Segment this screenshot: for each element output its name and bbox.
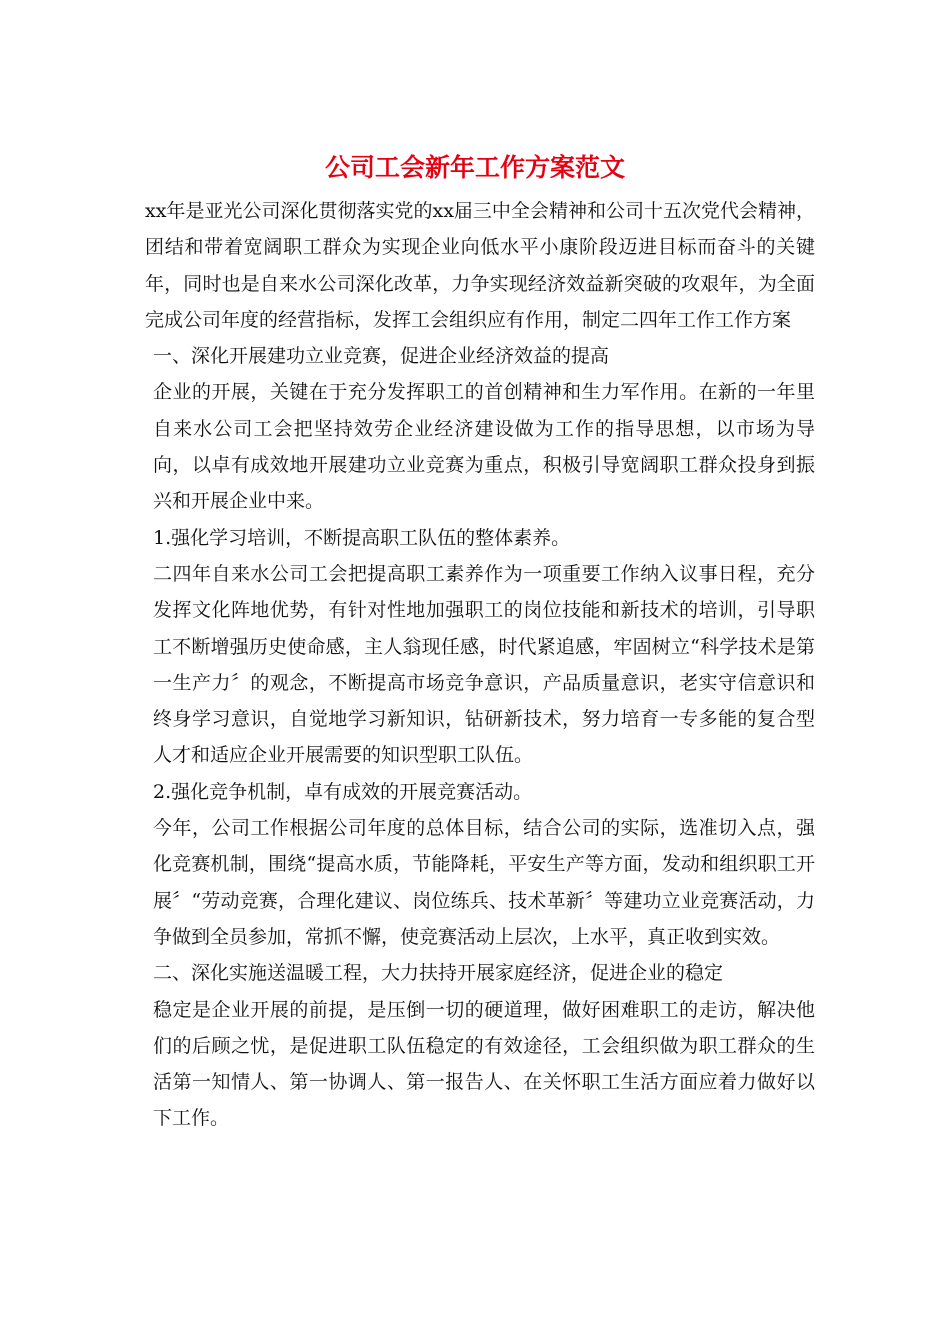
paragraph-1-1: 二四年自来水公司工会把提高职工素养作为一项重要工作纳入议事日程，充分发挥文化阵地优势，有针对性地加强职工的岗位技能和新技术的培训，引导职工不断增强历史使命感，主人翁现任感，时代紧追感，牢固树立“科学技术是第一生产力〞的观念，不断提高市场竞争意识，产品质量意识，老实守信意识和终身学习意识，自觉地学习新知识，钻研新技术，努力培育一专多能的复合型人才和适应企业开展需要的知识型职工队伍。 [153,562,815,767]
paragraph-section-1: 企业的开展，关键在于充分发挥职工的首创精神和生力军作用。在新的一年里自来水公司工会把坚持效劳企业经济建设做为工作的指导思想，以市场为导向，以卓有成效地开展建功立业竞赛为重点，积极引导宽阔职工群众投身到振兴和开展企业中来。 [153,381,815,513]
paragraph-section-2: 稳定是企业开展的前提，是压倒一切的硬道理，做好困难职工的走访，解决他们的后顾之忧，是促进职工队伍稳定的有效途径，工会组织做为职工群众的生活第一知情人、第一协调人、第一报告人、在关怀职工生活方面应着力做好以下工作。 [153,998,815,1130]
document-title: 公司工会新年工作方案范文 [324,153,625,182]
paragraph-1-2: 今年，公司工作根据公司年度的总体目标，结合公司的实际，选准切入点，强化竞赛机制，围绕“提高水质，节能降耗，平安生产等方面，发动和组织职工开展〞“劳动竞赛，合理化建议、岗位练兵、技术革新〞等建功立业竞赛活动，力争做到全员参加，常抓不懈，使竞赛活动上层次，上水平，真正收到实效。 [153,817,815,948]
paragraph-intro: xx年是亚光公司深化贯彻落实党的xx届三中全会精神和公司十五次党代会精神，团结和带着宽阔职工群众为实现企业向低水平小康阶段迈进目标而奋斗的关键年，同时也是自来水公司深化改革，力争实现经济效益新突破的攻艰年，为全面完成公司年度的经营指标，发挥工会组织应有作用，制定二四年工作工作方案 [145,200,815,331]
document-body [145,193,815,1137]
section-heading-2: 二、深化实施送温暖工程，大力扶持开展家庭经济，促进企业的稳定 [153,962,724,985]
subheading-1-2: 2.强化竞争机制，卓有成效的开展竞赛活动。 [153,780,533,803]
subheading-1-1: 1.强化学习培训，不断提高职工队伍的整体素养。 [153,526,571,549]
section-heading-1: 一、深化开展建功立业竞赛，促进企业经济效益的提高 [153,345,610,368]
